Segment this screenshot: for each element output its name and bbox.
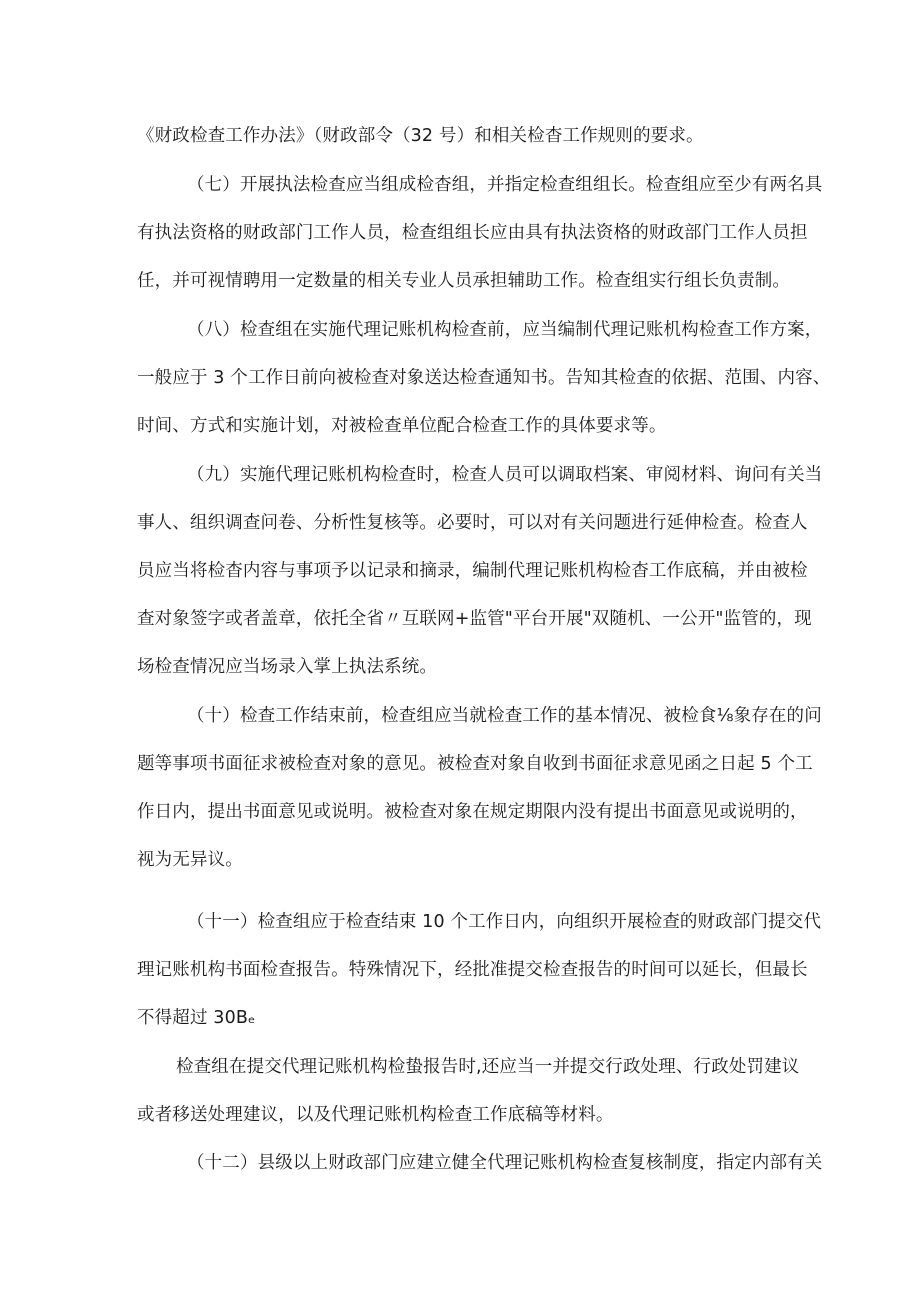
paragraph-line: 有执法资格的财政部门工作人员，检查组组长应由具有执法资格的财政部门工作人员担 [137,223,808,243]
paragraph-line: 员应当将检杳内容与事项予以记录和摘录，编制代理记账机构检杳工作底稿，并由被检 [137,561,808,581]
paragraph-line: 不得超过 30Bₑ [137,1008,256,1028]
paragraph-line: 《财政检查工作办法》（财政部令（32 号）和相关检杳工作规则的要求。 [137,126,704,146]
paragraph-line: 任，并可视情聘用一定数量的相关专业人员承担辅助工作。检查组实行组长负责制。 [137,271,791,291]
paragraph-line: 时间、方式和实施计划，对被检查单位配合检查工作的具体要求等。 [137,416,667,436]
paragraph-line: 检查组在提交代理记账机构检蛰报告时,还应当一并提交行政处理、行政处罚建议 [176,1057,800,1077]
paragraph-line: 题等事项书面征求被检查对象的意见。被检查对象自收到书面征求意见函之日起 5 个工 [137,754,813,774]
paragraph-line: 理记账机构书面检查报告。特殊情况下，经批准提交检查报告的时间可以延长，但最长 [137,960,808,980]
paragraph-line: （十一）检查组应于检查结束 10 个工作日内，向组织开展检查的财政部门提交代 [187,912,822,932]
paragraph-line: （十）检查工作结束前，检查组应当就检查工作的基本情况、被检食⅛象存在的问 [187,706,822,726]
paragraph-line: 或者移送处理建议，以及代理记账机构检查工作底稿等材料。 [137,1105,614,1125]
paragraph-line: 作日内，提出书面意见或说明。被检查对象在规定期限内没有提出书面意见或说明的， [137,802,808,822]
paragraph-line: （七）开展执法检查应当组成检杳组，并指定检查组组长。检查组应至少有两名具 [187,175,823,195]
paragraph-line: （十二）县级以上财政部门应建立健全代理记账机构检查复核制度，指定内部有关 [187,1153,823,1173]
paragraph-line: 一般应于 3 个工作日前向被检查对象送达检查通知书。告知其检查的依据、范围、内容、 [137,368,831,388]
paragraph-line: （九）实施代理记账机构检查时，检查人员可以调取档案、审阅材料、询问有关当 [187,465,823,485]
paragraph-line: 查对象签字或者盖章，依托全省〃互联网+监管"平台开展"双随机、一公开"监管的，现 [137,609,812,629]
paragraph-line: 事人、组织调查问卷、分析性复核等。必要时，可以对有关问题进行延伸检查。检查人 [137,513,808,533]
paragraph-line: 视为无异议。 [137,850,243,870]
paragraph-line: 场检查情况应当场录入掌上执法系统。 [137,657,438,677]
paragraph-line: （八）检查组在实施代理记账机构检查前，应当编制代理记账机构检查工作方案， [187,320,823,340]
